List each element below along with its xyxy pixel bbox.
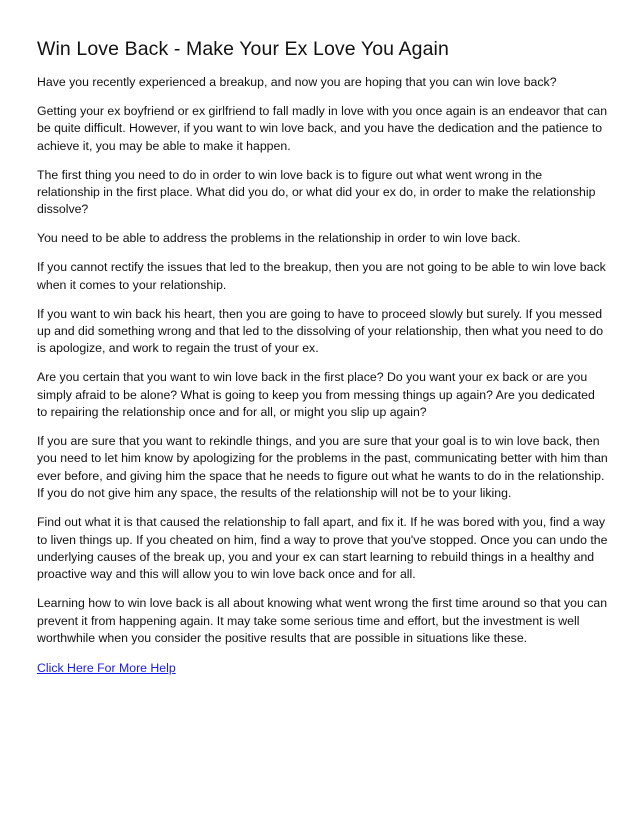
paragraph-9: Find out what it is that caused the relationship to fall apart, and fix it. If he was bored with you, find a way to liven things up. If you cheated on him, find a way to prove that you've stopped. Once you can undo the underlying causes of the break up, you and your ex can start learning to rebuild things in a healthy and proactive way and this will allow you to win love back once and for all. <box>37 515 608 582</box>
paragraph-2: Getting your ex boyfriend or ex girlfriend to fall madly in love with you once again is an endeavor that can be quite difficult. However, if you want to win love back, and you have the dedication and the patience to achieve it, you may be able to make it happen. <box>37 103 608 153</box>
paragraph-8: If you are sure that you want to rekindle things, and you are sure that your goal is to win love back, then you need to let him know by apologizing for the problems in the past, communicating better with him than ever before, and giving him the space that he needs to figure out what he wants to do in the relationship. If you do not give him any space, the results of the relationship will not be to your liking. <box>37 434 608 501</box>
paragraph-1: Have you recently experienced a breakup, and now you are hoping that you can win love back? <box>37 75 557 89</box>
paragraph-5: If you cannot rectify the issues that led to the breakup, then you are not going to be able to win love back when it comes to your relationship. <box>37 260 606 292</box>
more-help-link[interactable]: Click Here For More Help <box>37 660 176 675</box>
paragraph-4: You need to be able to address the problems in the relationship in order to win love back. <box>37 231 521 246</box>
paragraph-10: Learning how to win love back is all about knowing what went wrong the first time around so that you can prevent it from happening again. It may take some serious time and effort, but the investment is well worthwhile when you consider the positive results that are possible in situations like these. <box>37 596 608 646</box>
paragraph-3: The first thing you need to do in order to win love back is to figure out what went wrong in the relationship in the first place. What did you do, or what did your ex do, in order to make the relationship dissolve? <box>37 167 596 217</box>
page-title: Win Love Back - Make Your Ex Love You Again <box>37 38 449 60</box>
paragraph-6: If you want to win back his heart, then you are going to have to proceed slowly but surely. If you messed up and did something wrong and that led to the dissolving of your relationship, then what you need to do is apologize, and work to regain the trust of your ex. <box>37 306 604 356</box>
paragraph-7: Are you certain that you want to win love back in the first place? Do you want your ex back or are you simply afraid to be alone? What is going to keep you from messing things up again? Are you dedicated to repairing the relationship once and for all, or might you slip up again? <box>37 370 595 420</box>
